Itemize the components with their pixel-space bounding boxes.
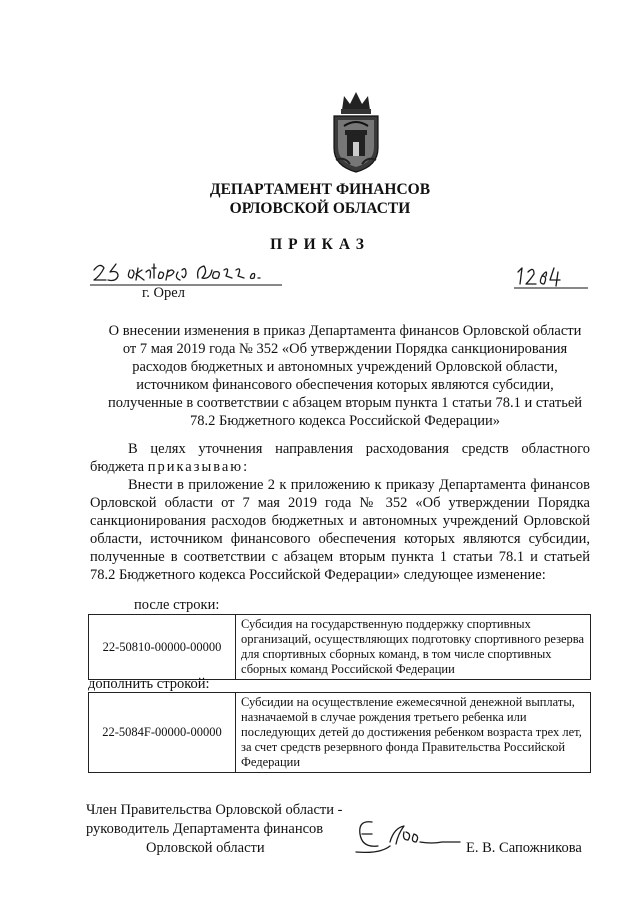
- signatory-position-line2: руководитель Департамента финансов: [86, 821, 324, 837]
- description-cell: Субсидии на осуществление ежемесячной денежной выплаты, назначаемой в случае рождения третьего ребенка или последующих детей до достижения ребенком возраста трех лет, за счет средств резервного фонда Правительства Российской Федерации: [236, 693, 591, 773]
- budget-code-cell: 22-5084F-00000-00000: [89, 693, 236, 773]
- handwritten-signature: [350, 812, 462, 860]
- description-cell: Субсидия на государственную поддержку спортивных организаций, осуществляющих подготовку спортивного резерва для спортивных сборных команд, в том числе спортивных сборных команд Российской Федерации: [236, 615, 591, 680]
- subject-line: от 7 мая 2019 года № 352 «Об утверждении Порядка санкционирования: [122, 341, 568, 357]
- table-row: [89, 693, 591, 773]
- subject-line: источником финансового обеспечения которых являются субсидии,: [136, 377, 554, 393]
- subject-line: расходов бюджетных и автономных учреждений Орловской области,: [132, 359, 558, 375]
- signatory-name: Е. В. Сапожникова: [466, 840, 582, 856]
- table-added-row: [88, 692, 591, 773]
- preamble-colon: :: [243, 459, 248, 475]
- add-row-label: дополнить строкой:: [88, 676, 210, 692]
- department-name-line1: ДЕПАРТАМЕНТ ФИНАНСОВ: [209, 181, 431, 198]
- subject-line: О внесении изменения в приказ Департамента финансов Орловской области: [108, 323, 582, 339]
- table-after-row: [88, 614, 591, 680]
- handwritten-number: [512, 264, 592, 294]
- after-row-label: после строки:: [134, 597, 220, 613]
- preamble-paragraph: [90, 440, 590, 476]
- order-subject: [90, 322, 600, 430]
- signatory-position-line1: Член Правительства Орловской области -: [86, 802, 343, 818]
- signatory-position-line3: Орловской области: [146, 840, 265, 856]
- budget-code-cell: 22-50810-00000-00000: [89, 615, 236, 680]
- subject-line: полученные в соответствии с абзацем вторым пункта 1 статьи 78.1 и статьей: [107, 395, 583, 411]
- handwritten-date: [86, 258, 286, 292]
- department-name-line2: ОРЛОВСКОЙ ОБЛАСТИ: [229, 200, 411, 217]
- preamble-text: В целях уточнения направления расходования средств областного бюджета: [90, 441, 590, 475]
- order-title: ПРИКАЗ: [270, 236, 370, 253]
- city-name: г. Орел: [142, 285, 185, 301]
- order-keyword: приказываю: [147, 459, 244, 475]
- change-paragraph: Внести в приложение 2 к приложению к приказу Департамента финансов Орловской области от 7 мая 2019 года № 352 «Об утверждении Порядка санкционирования расходов бюджетных и автономных учреждений Орловской области, источником финансового обеспечения которых являются субсидии, полученные в соответствии с абзацем вторым пункта 1 статьи 78.1 и статьей 78.2 Бюджетного кодекса Российской Федерации» следующее изменение:: [90, 477, 590, 583]
- subject-line: 78.2 Бюджетного кодекса Российской Федерации»: [190, 413, 500, 429]
- coat-of-arms-icon: [330, 90, 382, 174]
- table-row: [89, 615, 591, 680]
